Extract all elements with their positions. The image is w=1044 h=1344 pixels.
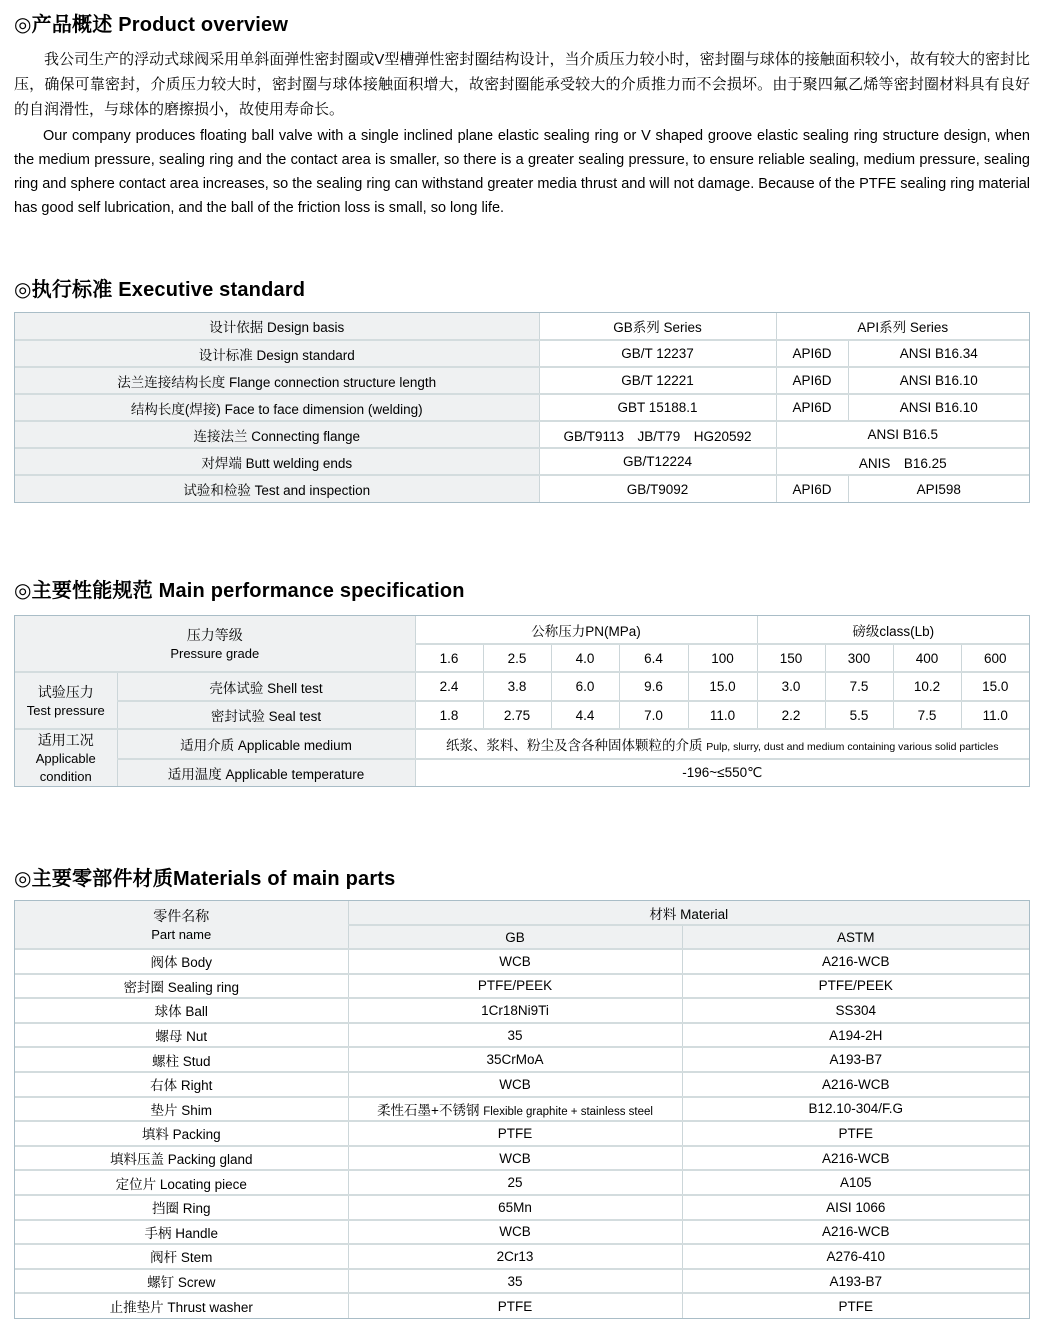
- cell-gb: PTFE: [348, 1293, 682, 1318]
- cell-astm: PTFE: [838, 1298, 873, 1314]
- cell-part: 阀杆 Stem: [15, 1244, 348, 1269]
- cell-gb: 2Cr13: [348, 1244, 682, 1269]
- cell-pressure-grade: [15, 616, 415, 672]
- cell-pn-col: 4.0: [551, 644, 619, 672]
- test-pressure-en: Test pressure: [26, 702, 105, 718]
- cell-seal-value: 7.5: [893, 701, 961, 729]
- cell-gb: 25: [348, 1170, 682, 1195]
- cell-gb-value: GB/T9113 JB/T79 HG20592: [539, 421, 776, 448]
- cell-astm: A194-2H: [682, 1023, 1029, 1048]
- table-row: [15, 1072, 1029, 1097]
- cell-part: 填料压盖 Packing gland: [15, 1146, 348, 1171]
- cell-class-header: 磅级class(Lb): [757, 616, 1029, 644]
- cell-api-value: API6D: [776, 394, 848, 421]
- cell-shell-value: 10.2: [893, 672, 961, 701]
- cell-design-basis: 设计依据 Design basis: [15, 313, 539, 340]
- cell-pn-col: 6.4: [619, 644, 688, 672]
- table-row: [15, 701, 1029, 729]
- cell-pn-col: 1.6: [415, 644, 483, 672]
- cell-astm: SS304: [682, 998, 1029, 1023]
- cell-part: 球体 Ball: [15, 998, 348, 1023]
- cell-gb: WCB: [348, 949, 682, 974]
- table-row: [15, 1220, 1029, 1245]
- table-row: [15, 672, 1029, 701]
- cell-medium-label: 适用介质 Applicable medium: [117, 729, 415, 759]
- cell-gb: 35: [348, 1023, 682, 1048]
- part-name-en: Part name: [151, 926, 212, 942]
- applicable-condition-cn: 适用工况: [37, 732, 94, 748]
- table-row: [15, 949, 1029, 974]
- cell-test-pressure: [15, 672, 117, 729]
- cell-gb: [348, 1097, 682, 1122]
- table-row: [15, 475, 1029, 502]
- cell-gb: 35CrMoA: [348, 1047, 682, 1072]
- cell-seal-value: 5.5: [825, 701, 893, 729]
- medium-value-cn: 纸浆、浆料、粉尘及含各种固体颗粒的介质: [446, 737, 703, 753]
- cell-label: 对焊端 Butt welding ends: [15, 448, 539, 475]
- cell-part: 手柄 Handle: [15, 1220, 348, 1245]
- table-row: [15, 1146, 1029, 1171]
- cell-gb-value: GBT 15188.1: [539, 394, 776, 421]
- cell-astm: A216-WCB: [682, 949, 1029, 974]
- cell-seal-test-label: 密封试验 Seal test: [117, 701, 415, 729]
- table-row: [15, 1269, 1029, 1294]
- table-row: [15, 421, 1029, 448]
- shim-gb-en: Flexible graphite + stainless steel: [483, 1105, 653, 1118]
- cell-part: 止推垫片 Thrust washer: [15, 1293, 348, 1318]
- cell-api-value: API6D: [776, 367, 848, 394]
- cell-pn-col: 100: [688, 644, 757, 672]
- cell-shell-value: 7.5: [825, 672, 893, 701]
- cell-shell-value: 15.0: [688, 672, 757, 701]
- cell-shell-test-label: 壳体试验 Shell test: [117, 672, 415, 701]
- cell-part: 右体 Right: [15, 1072, 348, 1097]
- cell-part: 填料 Packing: [15, 1121, 348, 1146]
- cell-api-value: API6D: [776, 340, 848, 367]
- section-title-executive-standard: ◎执行标准 Executive standard: [14, 279, 306, 301]
- test-pressure-cn: 试验压力: [37, 683, 94, 700]
- cell-gb: WCB: [348, 1072, 682, 1097]
- section-title-product-overview: ◎产品概述 Product overview: [14, 14, 289, 36]
- overview-paragraph-en: Our company produces floating ball valve with a single inclined plane elastic sealing ring or V shaped groove elastic sealing ring structure design, when the medium pressure, sealing ring and the contact area is smaller, so there is a greater sealing pressure, to ensure reliable sealing, medium pressure, sealing ring and sphere contact area increases, so the sealing ring can withstand greater media thrust and will not damage. Because of the PTFE sealing ring material has good self lubrication, and the ball of the friction loss is small, so long life.: [14, 128, 1030, 216]
- materials-table: [14, 900, 1030, 1319]
- cell-part: 垫片 Shim: [15, 1097, 348, 1122]
- table-row: [15, 394, 1029, 421]
- table-row: [15, 616, 1029, 644]
- cell-label: 法兰连接结构长度 Flange connection structure length: [15, 367, 539, 394]
- applicable-condition-en: Applicable condition: [35, 751, 96, 784]
- section-title-performance: ◎主要性能规范 Main performance specification: [14, 580, 465, 602]
- cell-seal-value: 2.75: [483, 701, 551, 729]
- cell-astm: A216-WCB: [682, 1146, 1029, 1171]
- cell-seal-value: 11.0: [688, 701, 757, 729]
- cell-ansi-value: ANSI B16.5: [776, 421, 1029, 448]
- cell-shell-value: 3.0: [757, 672, 825, 701]
- cell-pn-col: 2.5: [483, 644, 551, 672]
- cell-seal-value: 11.0: [961, 701, 1029, 729]
- cell-gb: 1Cr18Ni9Ti: [348, 998, 682, 1023]
- cell-ansi-value: ANSI B16.10: [848, 394, 1029, 421]
- cell-pn-header: 公称压力PN(MPa): [415, 616, 757, 644]
- executive-standard-table: [14, 312, 1030, 503]
- table-row: [15, 340, 1029, 367]
- part-name-cn: 零件名称: [153, 907, 210, 924]
- cell-temperature-value: -196~≤550℃: [682, 764, 763, 780]
- table-row: [15, 448, 1029, 475]
- cell-label: 结构长度(焊接) Face to face dimension (welding): [15, 394, 539, 421]
- table-row: [15, 729, 1029, 759]
- cell-part-name-header: [15, 901, 348, 949]
- medium-value-en: Pulp, slurry, dust and medium containing various solid particles: [706, 740, 999, 753]
- cell-label: 试验和检验 Test and inspection: [15, 475, 539, 502]
- cell-gb-value: GB/T 12237: [539, 340, 776, 367]
- cell-gb-series: GB系列 Series: [539, 313, 776, 340]
- cell-astm: B12.10-304/F.G: [682, 1097, 1029, 1122]
- cell-ansi-value: ANSI B16.10: [848, 367, 1029, 394]
- cell-ansi-value: ANSI B16.34: [848, 340, 1029, 367]
- cell-gb: PTFE/PEEK: [348, 974, 682, 999]
- cell-part: 螺钉 Screw: [15, 1269, 348, 1294]
- cell-part: 螺柱 Stud: [15, 1047, 348, 1072]
- cell-astm: AISI 1066: [682, 1195, 1029, 1220]
- cell-api-value: API6D: [776, 475, 848, 502]
- cell-api-series: API系列 Series: [776, 313, 1029, 340]
- table-row: [15, 1293, 1029, 1318]
- cell-shell-value: 15.0: [961, 672, 1029, 701]
- cell-material-header: 材料 Material: [348, 901, 1029, 925]
- performance-table: [14, 615, 1030, 787]
- shim-gb-cn: 柔性石墨+不锈钢: [377, 1102, 480, 1118]
- cell-astm: A276-410: [682, 1244, 1029, 1269]
- cell-class-col: 150: [757, 644, 825, 672]
- cell-applicable-condition: [15, 729, 117, 786]
- overview-paragraph-cn: 我公司生产的浮动式球阀采用单斜面弹性密封圈或V型槽弹性密封圈结构设计，当介质压力较小时，密封圈与球体的接触面积较小，故有较大的密封比压，确保可靠密封，介质压力较大时，密封圈与球体接触面积增大，故密封圈能承受较大的介质推力而不会损坏。由于聚四氟乙烯等密封圈材料具有良好的自润滑性，与球体的磨擦损小，故使用寿命长。: [14, 51, 1030, 118]
- cell-part: 阀体 Body: [15, 949, 348, 974]
- table-row: [15, 1195, 1029, 1220]
- cell-shell-value: 3.8: [483, 672, 551, 701]
- table-row: [15, 1023, 1029, 1048]
- cell-class-col: 600: [961, 644, 1029, 672]
- cell-astm: A105: [682, 1170, 1029, 1195]
- cell-shell-value: 9.6: [619, 672, 688, 701]
- cell-shell-value: 6.0: [551, 672, 619, 701]
- cell-seal-value: 4.4: [551, 701, 619, 729]
- cell-gb-value: GB/T12224: [539, 448, 776, 475]
- table-row: [15, 367, 1029, 394]
- cell-astm: A216-WCB: [682, 1072, 1029, 1097]
- cell-part: 挡圈 Ring: [15, 1195, 348, 1220]
- cell-gb-value: GB/T 12221: [539, 367, 776, 394]
- table-row: [15, 313, 1029, 340]
- cell-gb: WCB: [348, 1220, 682, 1245]
- cell-gb: PTFE: [348, 1121, 682, 1146]
- table-row: [15, 974, 1029, 999]
- pressure-grade-en: Pressure grade: [170, 645, 260, 661]
- cell-seal-value: 1.8: [415, 701, 483, 729]
- cell-temperature-label: 适用温度 Applicable temperature: [117, 759, 415, 786]
- cell-astm: A216-WCB: [682, 1220, 1029, 1245]
- cell-ansi-value: API598: [916, 481, 961, 497]
- cell-astm: A193-B7: [682, 1269, 1029, 1294]
- cell-astm: A193-B7: [682, 1047, 1029, 1072]
- table-row: [15, 998, 1029, 1023]
- cell-gb-value: GB/T9092: [539, 475, 776, 502]
- cell-gb-header: GB: [348, 925, 682, 949]
- table-row: [15, 1097, 1029, 1122]
- cell-shell-value: 2.4: [415, 672, 483, 701]
- cell-ansi-value: ANIS B16.25: [776, 448, 1029, 475]
- cell-seal-value: 2.2: [757, 701, 825, 729]
- cell-label: 连接法兰 Connecting flange: [15, 421, 539, 448]
- table-row: [15, 1047, 1029, 1072]
- table-row: [15, 1244, 1029, 1269]
- cell-gb: 65Mn: [348, 1195, 682, 1220]
- cell-part: 密封圈 Sealing ring: [15, 974, 348, 999]
- table-row: [15, 1121, 1029, 1146]
- cell-class-col: 300: [825, 644, 893, 672]
- cell-astm-header: ASTM: [682, 925, 1029, 949]
- cell-seal-value: 7.0: [619, 701, 688, 729]
- pressure-grade-cn: 压力等级: [186, 626, 243, 643]
- cell-astm: PTFE: [682, 1121, 1029, 1146]
- cell-gb: WCB: [348, 1146, 682, 1171]
- table-row: [15, 901, 1029, 925]
- cell-part: 定位片 Locating piece: [15, 1170, 348, 1195]
- table-row: [15, 1170, 1029, 1195]
- cell-label: 设计标准 Design standard: [15, 340, 539, 367]
- cell-class-col: 400: [893, 644, 961, 672]
- cell-gb: 35: [348, 1269, 682, 1294]
- table-row: [15, 759, 1029, 786]
- cell-medium-value: [415, 729, 1029, 759]
- cell-astm: PTFE/PEEK: [682, 974, 1029, 999]
- section-title-materials: ◎主要零部件材质Materials of main parts: [14, 868, 396, 890]
- cell-part: 螺母 Nut: [15, 1023, 348, 1048]
